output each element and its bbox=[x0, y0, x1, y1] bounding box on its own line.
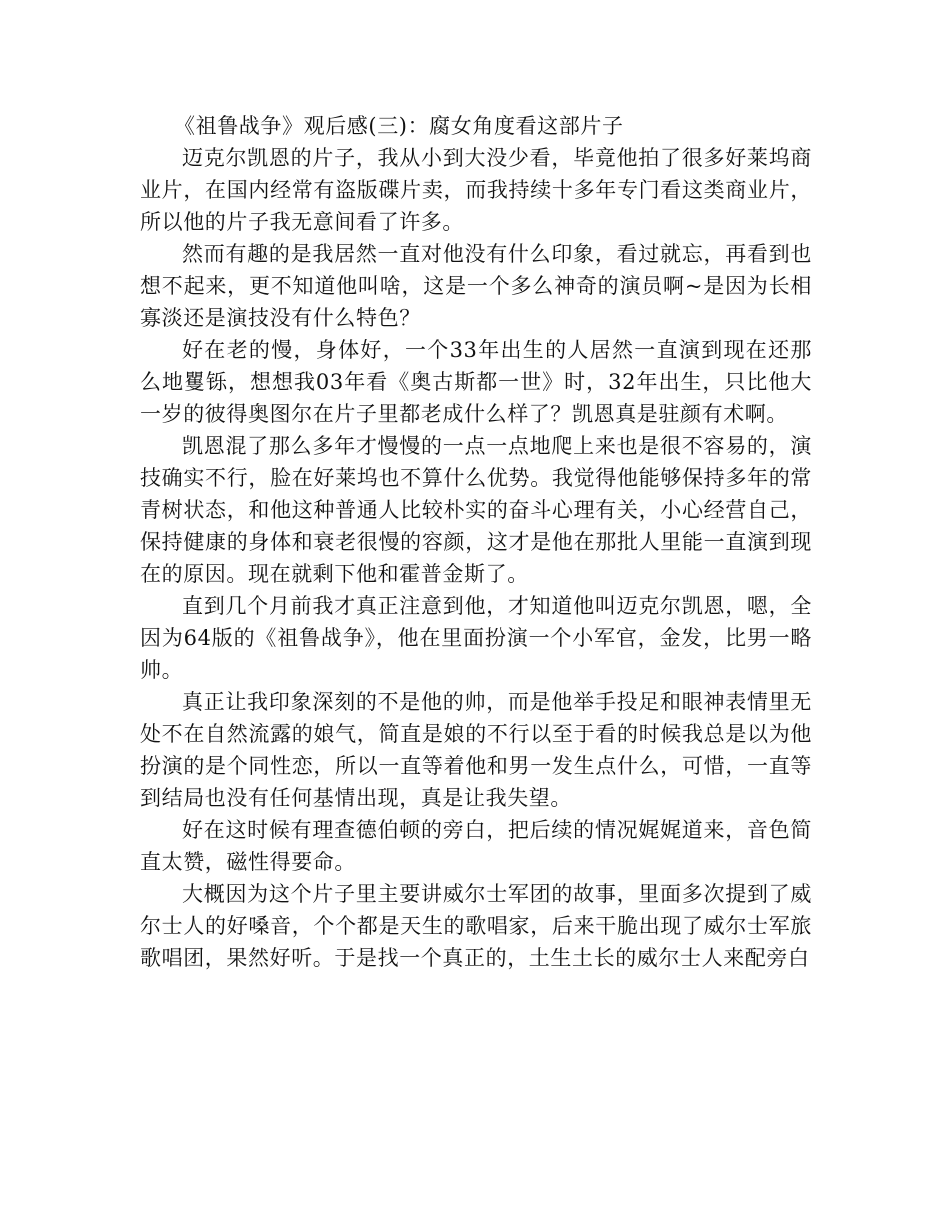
paragraph-4: 凯恩混了那么多年才慢慢的一点一点地爬上来也是很不容易的，演技确实不行，脸在好莱坞也不算什么优势。我觉得他能够保持多年的常青树状态，和他这种普通人比较朴实的奋斗心理有关，小心经营自己，保持健康的身体和衰老很慢的容颜，这才是他在那批人里能一直演到现在的原因。现在就剩下他和霍普金斯了。 bbox=[140, 434, 812, 586]
paragraph-5: 直到几个月前我才真正注意到他，才知道他叫迈克尔凯恩，嗯，全因为64版的《祖鲁战争》，他在里面扮演一个小军官，金发，比男一略帅。 bbox=[140, 594, 812, 682]
paragraph-8: 大概因为这个片子里主要讲威尔士军团的故事，里面多次提到了威尔士人的好嗓音，个个都是天生的歌唱家，后来干脆出现了威尔士军旅歌唱团，果然好听。于是找一个真正的，土生土长的威尔士人来配旁白 bbox=[140, 882, 812, 970]
paragraph-3: 好在老的慢，身体好，一个33年出生的人居然一直演到现在还那么地矍铄，想想我03年看《奥古斯都一世》时，32年出生，只比他大一岁的彼得奥图尔在片子里都老成什么样了？凯恩真是驻颜有术啊。 bbox=[140, 338, 812, 426]
document-title: 《祖鲁战争》观后感(三)：腐女角度看这部片子 bbox=[174, 114, 624, 138]
paragraph-6: 真正让我印象深刻的不是他的帅，而是他举手投足和眼神表情里无处不在自然流露的娘气，简直是娘的不行以至于看的时候我总是以为他扮演的是个同性恋，所以一直等着他和男一发生点什么，可惜，一直等到结局也没有任何基情出现，真是让我失望。 bbox=[140, 690, 812, 810]
paragraph-2: 然而有趣的是我居然一直对他没有什么印象，看过就忘，再看到也想不起来，更不知道他叫啥，这是一个多么神奇的演员啊~是因为长相寡淡还是演技没有什么特色？ bbox=[140, 242, 812, 330]
paragraph-1: 迈克尔凯恩的片子，我从小到大没少看，毕竟他拍了很多好莱坞商业片，在国内经常有盗版碟片卖，而我持续十多年专门看这类商业片，所以他的片子我无意间看了许多。 bbox=[140, 146, 812, 234]
paragraph-7: 好在这时候有理查德伯顿的旁白，把后续的情况娓娓道来，音色简直太赞，磁性得要命。 bbox=[140, 818, 812, 874]
document-body bbox=[140, 110, 812, 974]
